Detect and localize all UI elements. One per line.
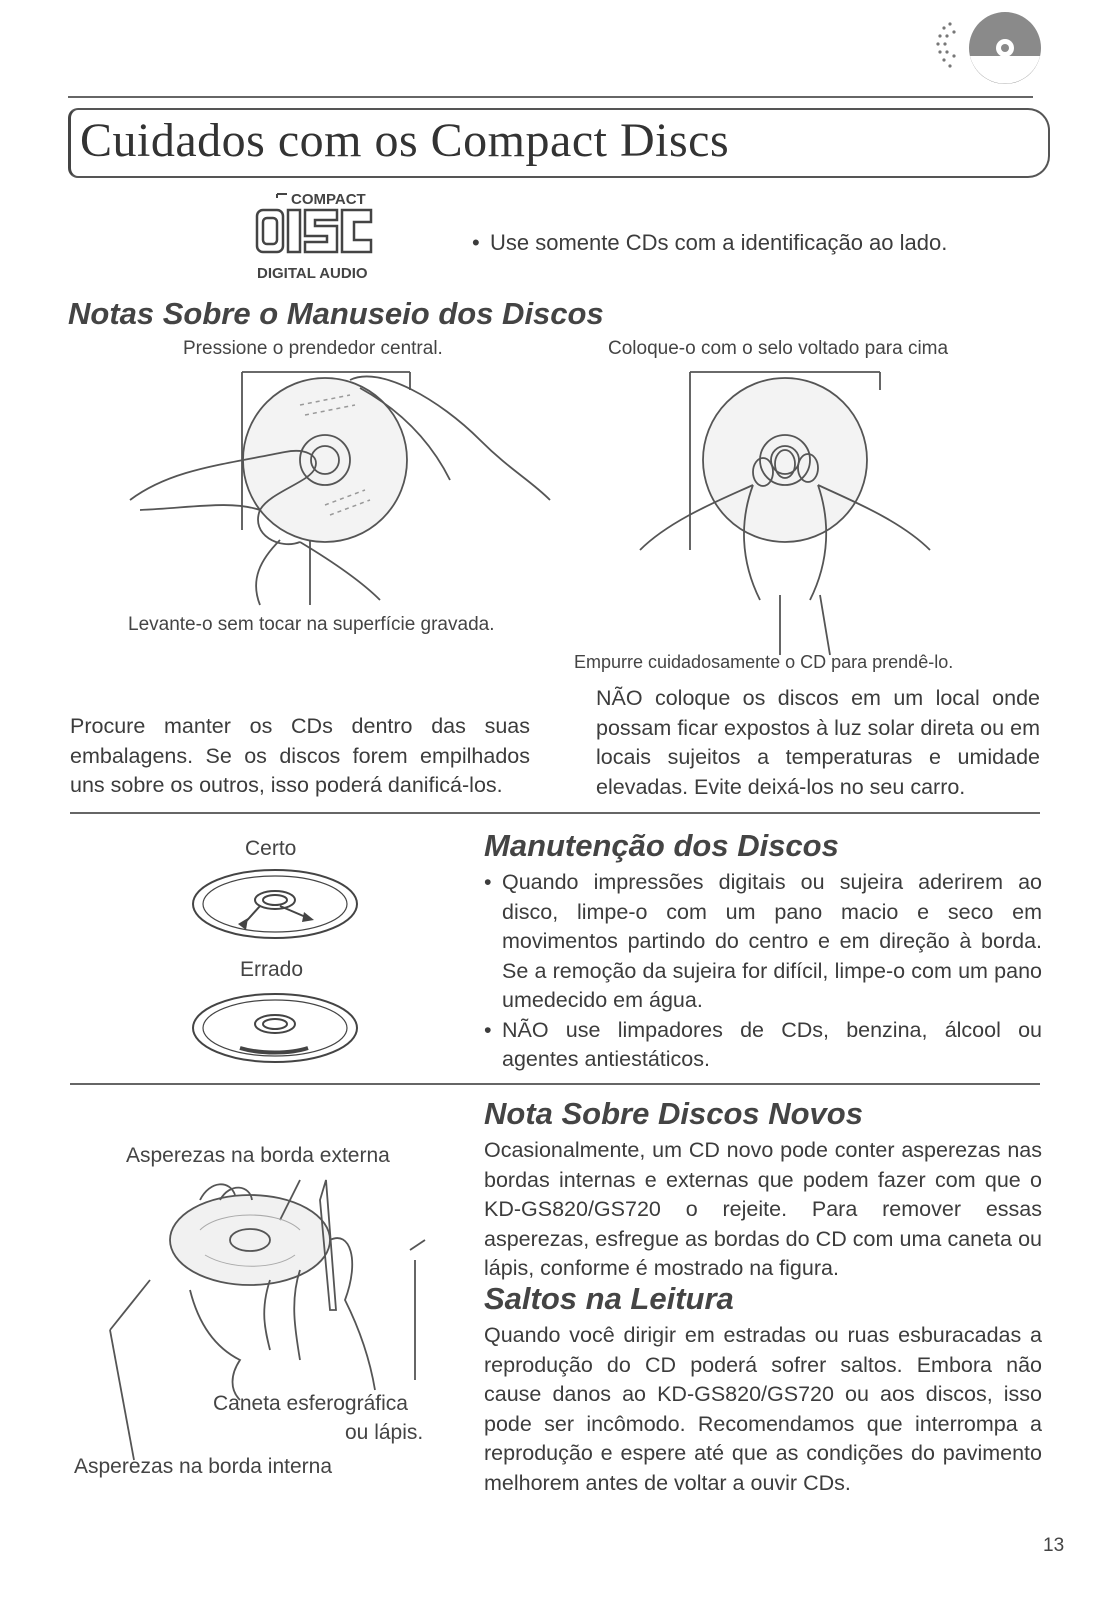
logo-digital-audio-text: DIGITAL AUDIO: [257, 265, 368, 282]
skips-heading: Saltos na Leitura: [484, 1281, 734, 1316]
divider-1: [70, 812, 1040, 814]
logo-note: • Use somente CDs com a identificação ao lado.: [472, 228, 1050, 258]
paragraph-sunlight: NÃO coloque os discos em um local onde possam ficar expostos à luz solar direta ou em locais sujeitos a temperaturas e umidade elevadas. Evite deixá-los no seu carro.: [596, 686, 1040, 799]
cd-corner-icon: [930, 10, 1060, 90]
illustration-insert-disc: [630, 360, 970, 660]
illustration-correct-wipe: [190, 866, 360, 946]
caption-press-center: Pressione o prendedor central.: [183, 338, 443, 359]
maintenance-heading: Manutenção dos Discos: [484, 828, 839, 863]
new-discs-heading: Nota Sobre Discos Novos: [484, 1096, 863, 1131]
page-title: Cuidados com os Compact Discs: [80, 114, 730, 167]
maintenance-bullets: [484, 868, 1042, 1075]
caption-push: Empurre cuidadosamente o CD para prendê-lo.: [574, 652, 954, 672]
label-correct: Certo: [245, 837, 297, 860]
header-rule: [68, 96, 1033, 98]
handling-heading: Notas Sobre o Manuseio dos Discos: [68, 296, 604, 331]
new-discs-paragraph: Ocasionalmente, um CD novo pode conter asperezas nas bordas internas e externas que podem fazer com que o KD-GS820/GS720 o rejeite. Para remover essas asperezas, esfregue as bordas do CD com uma caneta ou lápis, conforme é mostrado na figura.: [484, 1138, 1042, 1280]
caption-label-up: Coloque-o com o selo voltado para cima: [608, 338, 949, 359]
illustration-remove-disc: [110, 360, 570, 610]
caption-inner-edge: Asperezas na borda interna: [74, 1455, 332, 1478]
label-wrong: Errado: [240, 958, 304, 981]
caption-lift: Levante-o sem tocar na superfície gravada.: [128, 614, 495, 635]
page-number: 13: [1043, 1535, 1065, 1556]
maintenance-bullet-1: • Quando impressões digitais ou sujeira aderirem ao disco, limpe-o com um pano macio e seco em movimentos partindo do centro e em direção à borda. Se a remoção da sujeira for difícil, limpe-o com um pano umedecido em água.: [484, 868, 1042, 1016]
illustration-wrong-wipe: [190, 990, 360, 1070]
logo-compact-text: COMPACT: [291, 191, 366, 208]
caption-outer-edge: Asperezas na borda externa: [126, 1144, 390, 1167]
divider-2: [70, 1083, 1040, 1085]
compact-disc-logo: [255, 188, 405, 284]
paragraph-cases: Procure manter os CDs dentro das suas embalagens. Se os discos forem empilhados uns sobre os outros, isso poderá danificá-los.: [70, 714, 530, 797]
caption-pen-2: ou lápis.: [345, 1421, 424, 1444]
skips-paragraph: Quando você dirigir em estradas ou ruas esburacadas a reprodução do CD poderá sofrer saltos. Embora não cause danos ao KD-GS820/GS720 ou aos discos, isso pode ser incômodo. Recomendamos que interrompa a reprodução e espere até que as condições do pavimento melhorem antes de voltar a ouvir CDs.: [484, 1323, 1042, 1495]
caption-pen-1: Caneta esferográfica: [213, 1392, 408, 1415]
maintenance-bullet-2: • NÃO use limpadores de CDs, benzina, álcool ou agentes antiestáticos.: [484, 1016, 1042, 1075]
